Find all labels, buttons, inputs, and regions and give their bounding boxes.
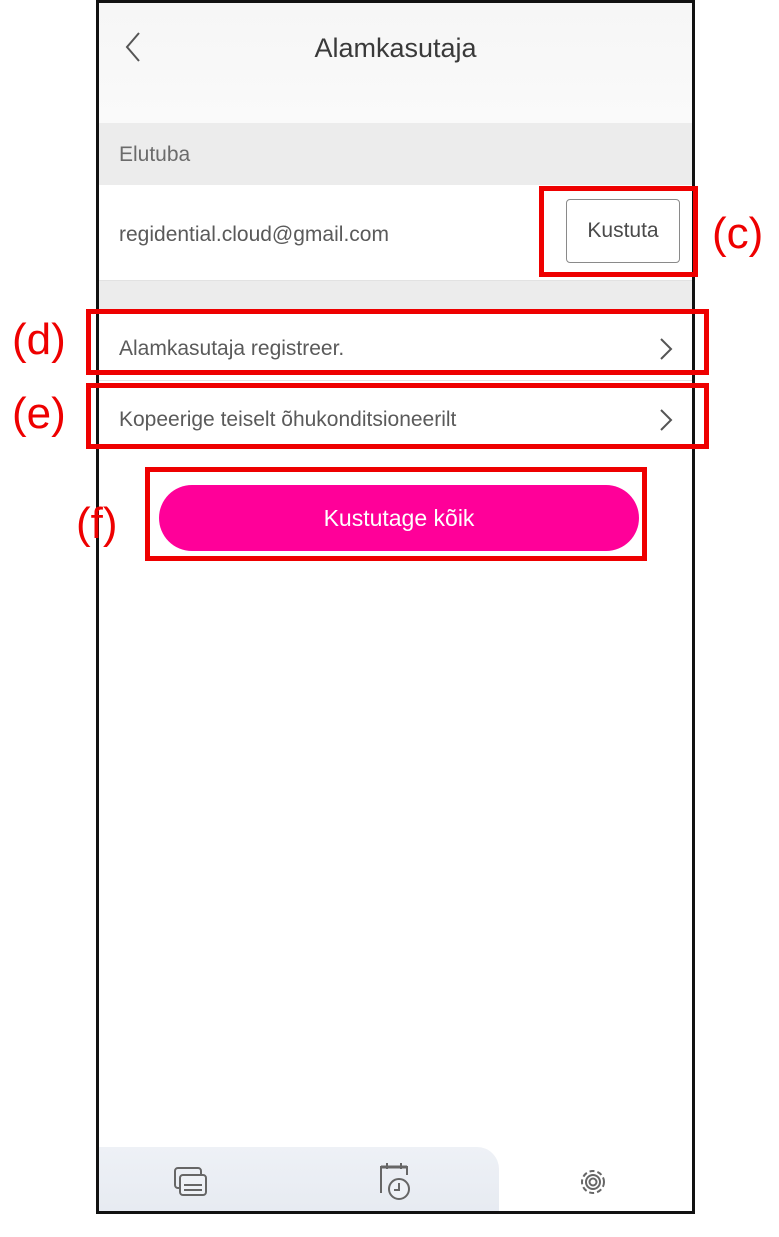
bottom-nav [99, 1119, 692, 1214]
bottom-nav-background [99, 1147, 499, 1214]
timer-icon [377, 1159, 413, 1201]
nav-timer[interactable] [377, 1159, 413, 1201]
callout-label-f: (f) [76, 499, 118, 548]
nav-devices[interactable] [172, 1165, 208, 1199]
copy-from-other-ac-label: Kopeerige teiselt õhukonditsioneerilt [119, 408, 457, 431]
callout-label-c: (c) [712, 209, 764, 258]
gear-icon [576, 1165, 610, 1199]
callout-label-d: (d) [12, 315, 66, 364]
page-title: Alamkasutaja [314, 33, 477, 63]
section-title: Elutuba [99, 123, 692, 185]
phone-screen [96, 0, 695, 1214]
delete-button[interactable]: Kustuta [566, 199, 680, 263]
app-header [99, 3, 692, 123]
callout-box-e [86, 383, 709, 449]
callout-box-f [145, 467, 647, 561]
register-sub-user-label: Alamkasutaja registreer. [119, 337, 345, 360]
nav-settings[interactable] [576, 1165, 610, 1199]
sub-user-email: regidential.cloud@gmail.com [119, 223, 389, 246]
devices-icon [172, 1165, 208, 1199]
callout-box-d [86, 309, 709, 375]
callout-box-c [539, 186, 698, 277]
callout-label-e: (e) [12, 389, 66, 438]
delete-all-button[interactable]: Kustutage kõik [159, 485, 639, 551]
